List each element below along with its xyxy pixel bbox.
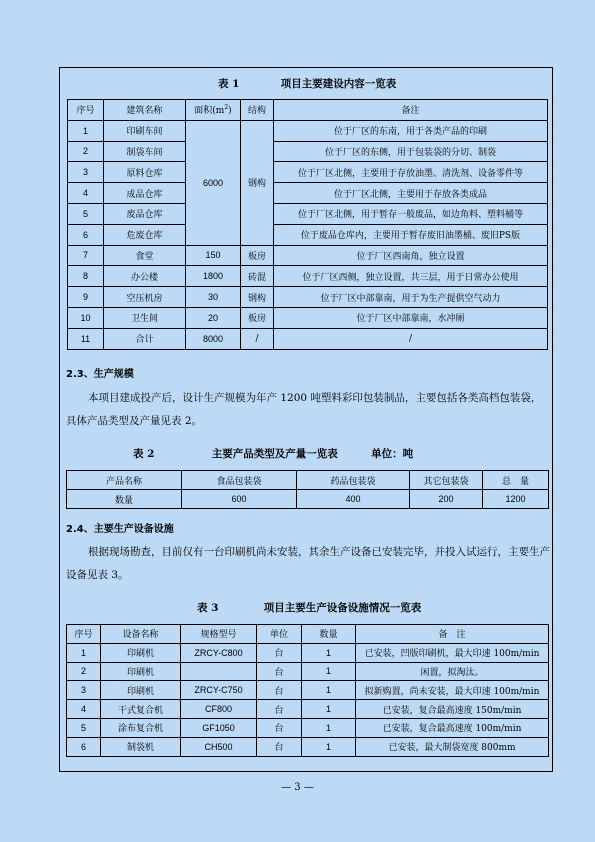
cell-name: 食堂: [104, 245, 186, 266]
cell-no: 1: [67, 643, 101, 662]
cell-name: 原料仓库: [104, 162, 186, 183]
cell-note: 已安装，凹版印刷机，最大印速 100m/min: [356, 643, 549, 662]
section-2-4-paragraph: 根据现场勘查，目前仅有一台印刷机尚未安装，其余生产设备已安装完毕，并投入试运行，主要生产设备见表 3。: [66, 546, 550, 581]
cell-model: CH500: [181, 737, 257, 756]
cell-equipment: 干式复合机: [101, 700, 181, 719]
cell-note: 拟新购置，尚未安装，最大印速 100m/min: [356, 681, 549, 700]
cell-unit: 台: [257, 700, 302, 719]
cell-name: 空压机房: [104, 287, 186, 308]
table1-caption: [218, 76, 396, 91]
cell-value: 400: [297, 490, 410, 509]
cell-merged-area: 6000: [186, 120, 241, 245]
table1-header-no: 序号: [68, 100, 104, 121]
cell-note: 已安装，最大制袋宽度 800mm: [356, 737, 549, 756]
table1-header-area: 面积$(m^2)$: [186, 100, 241, 121]
cell-no: 11: [68, 328, 104, 349]
cell-qty: 1: [302, 643, 356, 662]
cell-no: 7: [68, 245, 104, 266]
cell-no: 8: [68, 266, 104, 287]
cell-header: 单位: [257, 625, 302, 644]
table-row: [68, 203, 548, 224]
cell-struct: 板房: [241, 307, 274, 328]
cell-no: 5: [67, 718, 101, 737]
section-2-3-paragraph: 本项目建成投产后，设计生产规模为年产 1200 吨塑料彩印包装制品，主要包括各类高档包装袋，具体产品类型及产量见表 2。: [66, 392, 542, 427]
cell-equipment: 涂布复合机: [101, 718, 181, 737]
table2-caption-unit: 单位：吨: [371, 448, 414, 460]
table-row: [68, 287, 548, 308]
cell-note: 位于厂区西侧，独立设置，共三层，用于日常办公使用: [274, 266, 548, 287]
cell-note: 位于厂区中部靠南，水冲厕: [274, 307, 548, 328]
cell-qty: 1: [302, 737, 356, 756]
cell-model: GF1050: [181, 718, 257, 737]
cell-no: 6: [67, 737, 101, 756]
table3-header-row: [67, 625, 549, 644]
table1-header-name: 建筑名称: [104, 100, 186, 121]
cell-unit: 台: [257, 718, 302, 737]
cell-note: 位于厂区的东侧，用于包装袋的分切、制袋: [274, 141, 548, 162]
cell-name: 废品仓库: [104, 203, 186, 224]
cell-note: 闲置，拟淘汰。: [356, 662, 549, 681]
table-row: [67, 718, 549, 737]
cell-header: 备 注: [356, 625, 549, 644]
cell-qty: 1: [302, 700, 356, 719]
cell-no: 3: [68, 162, 104, 183]
cell-note: 位于厂区的东南，用于各类产品的印刷: [274, 120, 548, 141]
cell-unit: 台: [257, 643, 302, 662]
table-row: [68, 224, 548, 245]
cell-label: 数量: [67, 490, 182, 509]
cell-note: 位于厂区北侧，用于暂存一般废品，如边角料、塑料桶等: [274, 203, 548, 224]
table-row: [67, 700, 549, 719]
cell-note: 位于废品仓库内，主要用于暂存废旧油墨桶、废旧PS版: [274, 224, 548, 245]
cell-no: 2: [67, 662, 101, 681]
cell-name: 卫生间: [104, 307, 186, 328]
cell-equipment: 制袋机: [101, 737, 181, 756]
cell-value: 1200: [483, 490, 549, 509]
table-row: [68, 245, 548, 266]
table2-header-row: [67, 471, 549, 490]
table3-caption: [197, 600, 421, 615]
cell-note: /: [274, 328, 548, 349]
cell-note: 位于厂区中部靠南，用于为生产提供空气动力: [274, 287, 548, 308]
table3-caption-number: 表 3: [197, 602, 219, 614]
cell-note: 已安装，复合最高速度 100m/min: [356, 718, 549, 737]
cell-area: 8000: [186, 328, 241, 349]
cell-header: 食品包装袋: [182, 471, 297, 490]
cell-value: 600: [182, 490, 297, 509]
table-row: [67, 681, 549, 700]
section-2-4-heading: 2.4、主要生产设备设施: [66, 524, 174, 535]
cell-no: 9: [68, 287, 104, 308]
cell-header: 数量: [302, 625, 356, 644]
cell-no: 5: [68, 203, 104, 224]
cell-area: 1800: [186, 266, 241, 287]
table-row: [68, 162, 548, 183]
cell-qty: 1: [302, 662, 356, 681]
cell-equipment: 印刷机: [101, 662, 181, 681]
cell-no: 10: [68, 307, 104, 328]
cell-name: 合计: [104, 328, 186, 349]
cell-name: 成品仓库: [104, 183, 186, 204]
cell-no: 6: [68, 224, 104, 245]
table-row: [68, 328, 548, 349]
cell-name: 办公楼: [104, 266, 186, 287]
table-row: [68, 141, 548, 162]
cell-header: 设备名称: [101, 625, 181, 644]
cell-header: 产品名称: [67, 471, 182, 490]
cell-area: 20: [186, 307, 241, 328]
cell-note: 位于厂区北侧，主要用于存放油墨、清洗剂、设备零件等: [274, 162, 548, 183]
cell-area: 150: [186, 245, 241, 266]
page-number: — 3 —: [281, 782, 314, 793]
cell-note: 位于厂区北侧，主要用于存放各类成品: [274, 183, 548, 204]
table1-header-row: [68, 100, 548, 121]
cell-no: 2: [68, 141, 104, 162]
table-row: [67, 643, 549, 662]
cell-name: 印刷车间: [104, 120, 186, 141]
cell-unit: 台: [257, 737, 302, 756]
cell-no: 3: [67, 681, 101, 700]
table-row: [67, 737, 549, 756]
cell-header: 总 量: [483, 471, 549, 490]
cell-qty: 1: [302, 718, 356, 737]
table-row: [67, 490, 549, 509]
table1-caption-title: 项目主要建设内容一览表: [280, 78, 397, 90]
table2-caption: [133, 446, 413, 461]
table2-caption-number: 表 2: [133, 448, 155, 460]
table2-caption-title: 主要产品类型及产量一览表: [211, 448, 338, 460]
cell-unit: 台: [257, 681, 302, 700]
table-row: [68, 266, 548, 287]
cell-header: 序号: [67, 625, 101, 644]
table1-caption-number: 表 1: [218, 78, 240, 90]
cell-model: ZRCY-C750: [181, 681, 257, 700]
section-2-3-heading: 2.3、生产规模: [66, 369, 134, 380]
table1-header-note: 备注: [274, 100, 548, 121]
cell-header: 规格型号: [181, 625, 257, 644]
cell-header: 其它包装袋: [410, 471, 483, 490]
table1: [67, 99, 548, 350]
cell-struct: 砖混: [241, 266, 274, 287]
cell-name: 危废仓库: [104, 224, 186, 245]
cell-no: 1: [68, 120, 104, 141]
cell-note: 已安装，复合最高速度 150m/min: [356, 700, 549, 719]
cell-qty: 1: [302, 681, 356, 700]
cell-header: 药品包装袋: [297, 471, 410, 490]
cell-no: 4: [67, 700, 101, 719]
cell-model: [181, 662, 257, 681]
cell-equipment: 印刷机: [101, 681, 181, 700]
cell-value: 200: [410, 490, 483, 509]
cell-struct: 板房: [241, 245, 274, 266]
cell-area: 30: [186, 287, 241, 308]
cell-model: ZRCY-C800: [181, 643, 257, 662]
cell-name: 制袋车间: [104, 141, 186, 162]
table2: [66, 470, 549, 509]
table3-caption-title: 项目主要生产设备设施情况一览表: [263, 602, 422, 614]
cell-note: 位于厂区西南角，独立设置: [274, 245, 548, 266]
cell-unit: 台: [257, 662, 302, 681]
cell-struct: /: [241, 328, 274, 349]
cell-no: 4: [68, 183, 104, 204]
cell-merged-struct: 钢构: [241, 120, 274, 245]
table3: [66, 624, 549, 757]
table-row: [68, 183, 548, 204]
cell-equipment: 印刷机: [101, 643, 181, 662]
table-row: [68, 120, 548, 141]
table1-header-struct: 结构: [241, 100, 274, 121]
table-row: [67, 662, 549, 681]
cell-struct: 钢构: [241, 287, 274, 308]
cell-model: CF800: [181, 700, 257, 719]
table-row: [68, 307, 548, 328]
